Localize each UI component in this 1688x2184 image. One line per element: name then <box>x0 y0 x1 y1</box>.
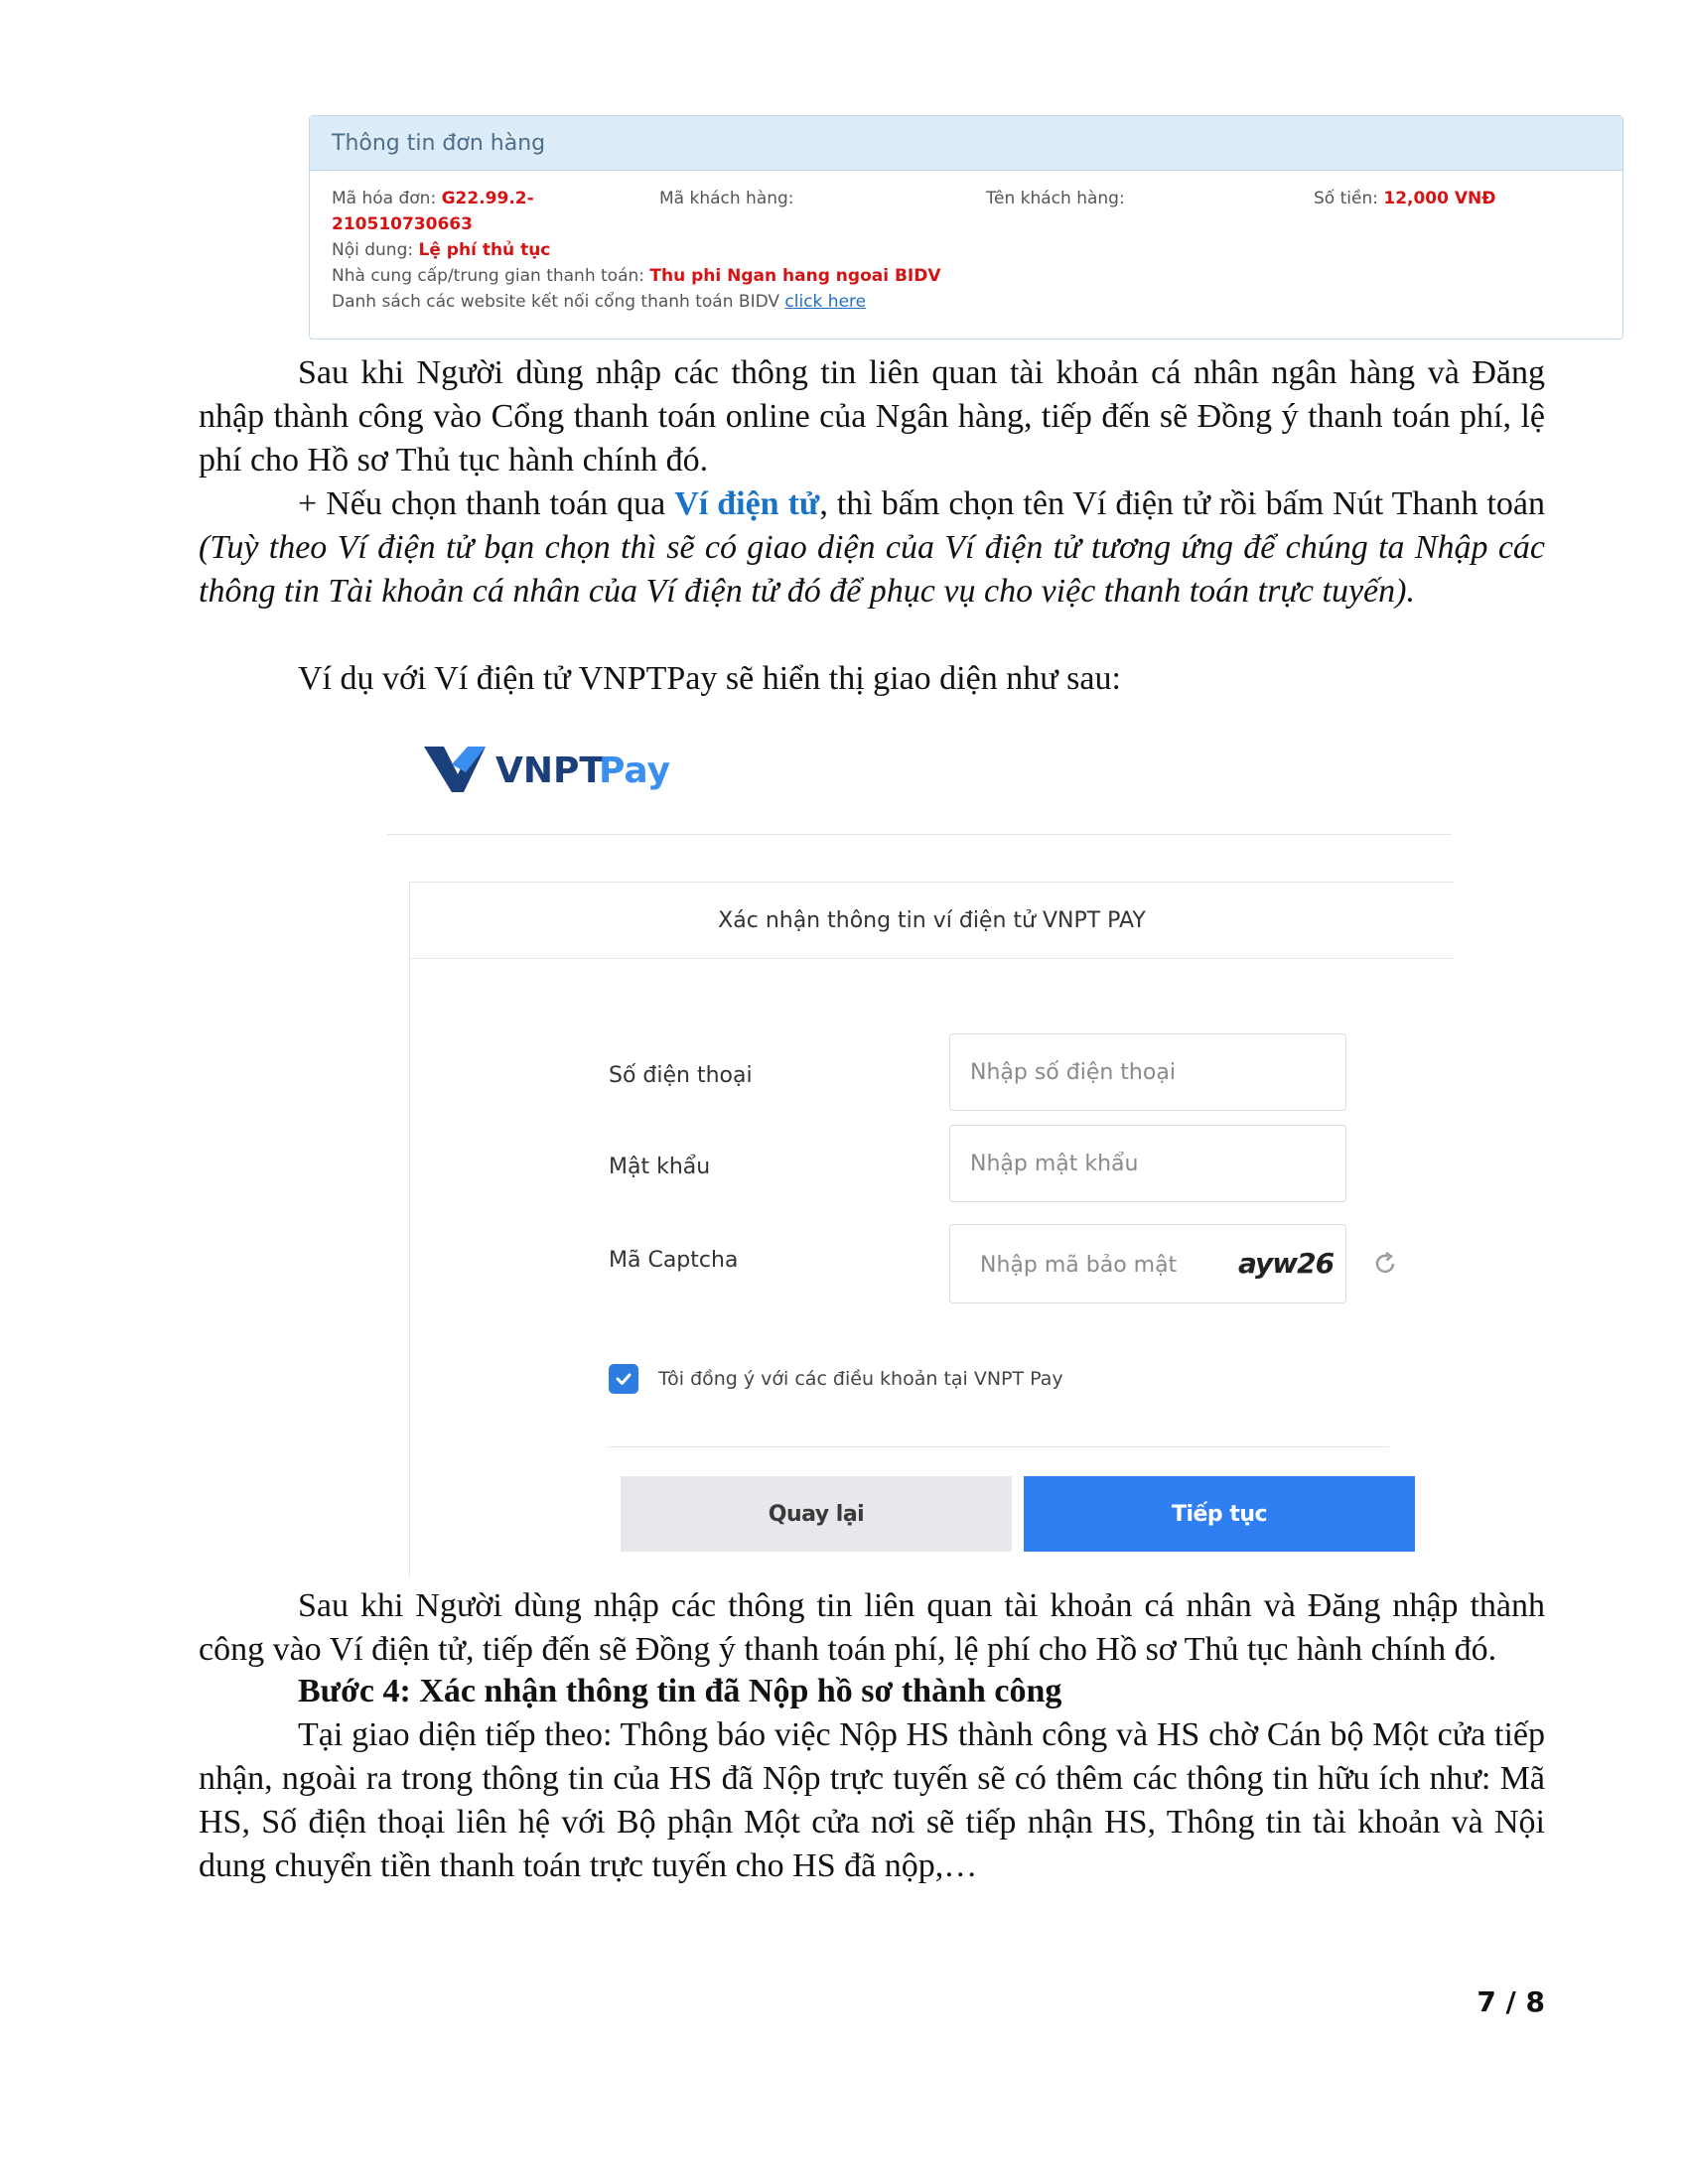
paragraph-bank-login <box>199 351 1545 482</box>
paragraph-bank-login-text: Sau khi Người dùng nhập các thông tin liên quan tài khoản cá nhân ngân hàng và Đăng nhập thành công vào Cổng thanh toán online của Ngân hàng, tiếp đến sẽ Đồng ý thanh toán phí, lệ phí cho Hồ sơ Thủ tục hành chính đó. <box>199 354 1545 478</box>
phone-input[interactable] <box>949 1033 1346 1111</box>
ewallet-italic-note: (Tuỳ theo Ví điện tử bạn chọn thì sẽ có giao diện của Ví điện tử tương ứng để chúng ta Nhập các thông tin Tài khoản cá nhân của Ví điện tử đó để phục vụ cho việc thanh toán trực tuyến). <box>199 529 1545 610</box>
vnptpay-header-divider <box>387 834 1452 835</box>
order-info-panel <box>309 115 1623 340</box>
phone-label: Số điện thoại <box>609 1063 753 1088</box>
invoice-value-1: G22.99.2- <box>441 189 534 208</box>
provider-value: Thu phi Ngan hang ngoai BIDV <box>649 266 941 286</box>
content-value: Lệ phí thủ tục <box>418 240 551 260</box>
ewallet-text-a: + Nếu chọn thanh toán qua <box>298 485 675 522</box>
vnptpay-logo <box>422 735 680 804</box>
check-icon <box>614 1369 633 1389</box>
ewallet-text-b: , thì bấm chọn tên Ví điện tử rồi bấm Nút Thanh toán <box>819 485 1545 522</box>
captcha-label: Mã Captcha <box>609 1248 739 1273</box>
terms-row <box>609 1364 1063 1394</box>
back-button[interactable]: Quay lại <box>621 1476 1012 1552</box>
invoice-row <box>332 189 534 208</box>
paragraph-ewallet <box>199 482 1545 614</box>
paragraph-vnptpay-example <box>199 657 1545 701</box>
invoice-label: Mã hóa đơn: <box>332 189 437 208</box>
websites-row <box>332 292 866 312</box>
terms-label: Tôi đồng ý với các điều khoản tại VNPT Pay <box>658 1368 1063 1390</box>
page-number: 7 / 8 <box>1477 1985 1545 2018</box>
provider-label: Nhà cung cấp/trung gian thanh toán: <box>332 266 644 286</box>
step4-heading-text: Bước 4: Xác nhận thông tin đã Nộp hồ sơ thành công <box>298 1673 1062 1709</box>
refresh-icon[interactable] <box>1372 1251 1398 1281</box>
content-row <box>332 240 550 260</box>
content-label: Nội dung: <box>332 240 414 260</box>
submission-confirmed-text: Tại giao diện tiếp theo: Thông báo việc Nộp HS thành công và HS chờ Cán bộ Một cửa tiếp nhận, ngoài ra trong thông tin của HS đã Nộp trực tuyến sẽ có thêm các thông tin hữu ích như: Mã HS, Số điện thoại liên hệ với Bộ phận Một cửa nơi sẽ tiếp nhận HS, Thông tin tài khoản và Nội dung chuyển tiền thanh toán trực tuyến cho HS đã nộp,… <box>199 1716 1545 1884</box>
customer-code-label: Mã khách hàng: <box>659 189 794 208</box>
captcha-field <box>949 1224 1346 1303</box>
websites-link[interactable]: click here <box>784 292 867 312</box>
paragraph-ewallet-login <box>199 1584 1545 1672</box>
password-label: Mật khẩu <box>609 1155 711 1179</box>
captcha-code: ayw26 <box>1238 1247 1335 1280</box>
invoice-value-2: 210510730663 <box>332 214 473 234</box>
order-info-title: Thông tin đơn hàng <box>310 116 1622 171</box>
amount-row <box>1314 189 1496 208</box>
captcha-input[interactable] <box>950 1225 1230 1304</box>
amount-value: 12,000 VNĐ <box>1383 189 1496 208</box>
vnptpay-card-title: Xác nhận thông tin ví điện tử VNPT PAY <box>410 883 1454 959</box>
vnptpay-example-text: Ví dụ với Ví điện tử VNPTPay sẽ hiển thị giao diện như sau: <box>298 660 1121 697</box>
amount-label: Số tiền: <box>1314 189 1378 208</box>
websites-label: Danh sách các website kết nối cổng thanh toán BIDV <box>332 292 779 312</box>
vnptpay-logo-text-a: VNPT <box>495 751 604 791</box>
card-divider <box>609 1446 1389 1447</box>
ewallet-highlight: Ví điện tử <box>674 485 820 522</box>
customer-name-label: Tên khách hàng: <box>986 189 1125 208</box>
vnptpay-logo-icon <box>422 735 680 804</box>
vnptpay-confirm-card <box>409 882 1454 1576</box>
step4-heading <box>199 1670 1545 1713</box>
terms-checkbox[interactable] <box>609 1364 638 1394</box>
continue-button[interactable]: Tiếp tục <box>1024 1476 1415 1552</box>
ewallet-login-text: Sau khi Người dùng nhập các thông tin liên quan tài khoản cá nhân và Đăng nhập thành công vào Ví điện tử, tiếp đến sẽ Đồng ý thanh toán phí, lệ phí cho Hồ sơ Thủ tục hành chính đó. <box>199 1587 1545 1668</box>
vnptpay-logo-text-b: Pay <box>599 751 671 791</box>
provider-row <box>332 266 941 286</box>
password-input[interactable] <box>949 1125 1346 1202</box>
order-info-body <box>310 171 1622 340</box>
paragraph-submission-confirmed <box>199 1713 1545 1888</box>
